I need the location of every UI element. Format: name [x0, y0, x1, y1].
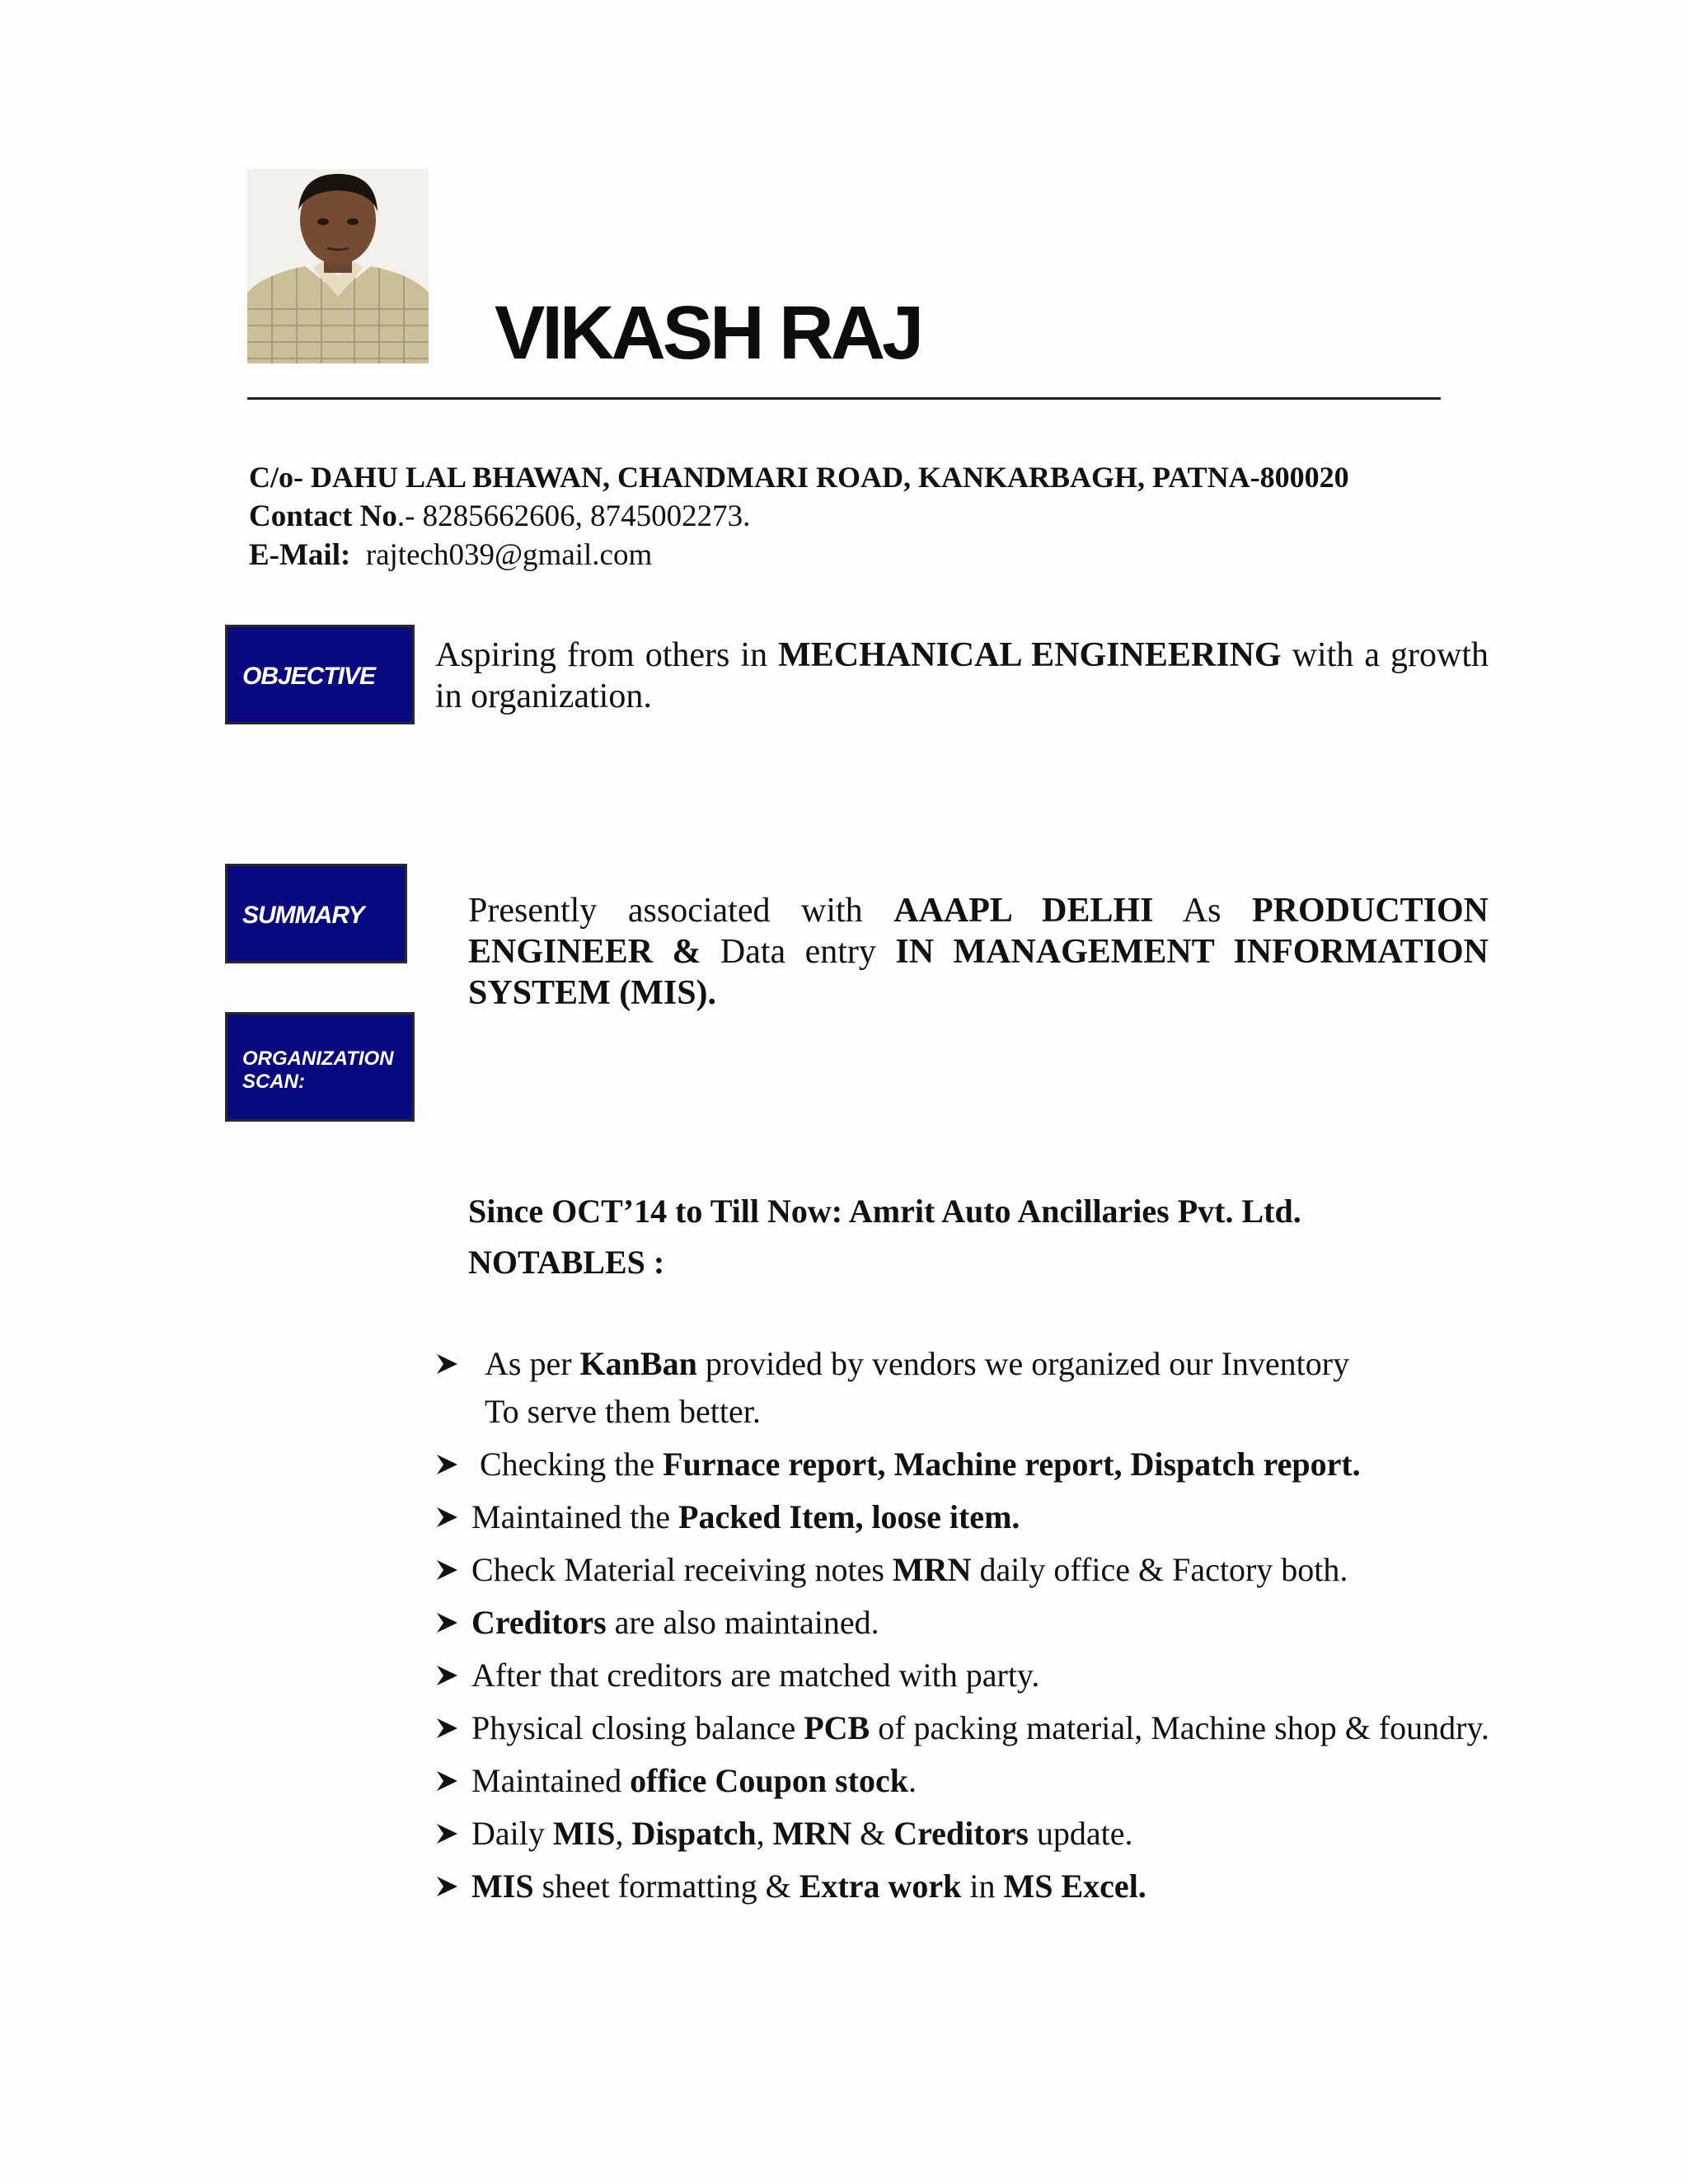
employment-period: Since OCT’14 to Till Now: Amrit Auto Ancillaries Pvt. Ltd.: [468, 1193, 1301, 1230]
objective-heading: OBJECTIVE: [242, 663, 376, 690]
arrowhead-bullet-icon: [435, 1770, 458, 1792]
header-divider: [247, 397, 1441, 400]
bullet-text: Daily: [471, 1815, 553, 1852]
bullet-text: are also maintained.: [606, 1604, 879, 1641]
arrowhead-bullet-icon: [435, 1507, 458, 1528]
arrowhead-bullet-icon: [435, 1876, 458, 1897]
bullet-emphasis: MRN: [892, 1551, 972, 1588]
list-item: [435, 1343, 1490, 1432]
bullet-emphasis: MIS: [552, 1815, 616, 1852]
list-item: [435, 1549, 1490, 1591]
bullet-emphasis: KanBan: [579, 1345, 697, 1382]
arrowhead-bullet-icon: [435, 1559, 458, 1581]
bullet-text: &: [851, 1815, 894, 1852]
contact-number-line: [249, 497, 1349, 536]
objective-text-part: Aspiring from others in: [435, 636, 779, 674]
arrowhead-bullet-icon: [435, 1665, 458, 1686]
list-item: [435, 1497, 1490, 1538]
bullet-emphasis: MS Excel.: [1003, 1868, 1146, 1905]
summary-heading: SUMMARY: [242, 902, 364, 929]
list-item: [435, 1708, 1490, 1749]
email-line: [249, 536, 1349, 574]
organization-scan-heading: [242, 1047, 394, 1094]
list-item: [435, 1866, 1490, 1907]
list-item: [435, 1813, 1490, 1854]
bullet-text: After that creditors are matched with party.: [471, 1657, 1040, 1694]
objective-heading-box: [225, 625, 415, 724]
bullet-emphasis: Extra work: [799, 1868, 962, 1905]
summary-company: AAAPL DELHI: [893, 892, 1154, 930]
summary-role: PRODUCTION ENGINEER &: [468, 892, 1489, 971]
arrowhead-bullet-icon: [435, 1454, 458, 1475]
bullet-text: of packing material, Machine shop & foundry.: [870, 1709, 1489, 1746]
contact-block: [249, 458, 1349, 574]
summary-text: [468, 890, 1489, 1014]
summary-system: IN MANAGEMENT INFORMATION SYSTEM (MIS).: [468, 933, 1489, 1012]
summary-heading-box: [225, 864, 407, 963]
bullet-text: Maintained: [471, 1762, 631, 1799]
bullet-emphasis: Creditors: [893, 1815, 1029, 1852]
bullet-text: ,: [756, 1815, 773, 1852]
bullet-text: daily office & Factory both.: [971, 1551, 1348, 1588]
bullet-text: in: [961, 1868, 1004, 1905]
profile-photo: [247, 169, 429, 363]
bullet-emphasis: MIS: [471, 1868, 534, 1905]
bullet-text: Maintained the: [471, 1498, 679, 1535]
contact-number-label: Contact No: [249, 499, 397, 533]
list-item: [435, 1655, 1490, 1696]
bullet-emphasis: office Coupon stock: [630, 1762, 908, 1799]
bullet-emphasis: MRN: [772, 1815, 852, 1852]
profile-photo-image: [247, 169, 429, 363]
organization-scan-heading-box: [225, 1012, 415, 1122]
list-item: [435, 1444, 1490, 1485]
bullet-text: .: [907, 1762, 917, 1799]
objective-text: [435, 635, 1489, 717]
bullet-emphasis: Furnace report, Machine report, Dispatch report.: [663, 1446, 1361, 1483]
arrowhead-bullet-icon: [435, 1612, 458, 1633]
objective-field: MECHANICAL ENGINEERING: [778, 636, 1282, 674]
notables-list: [435, 1343, 1490, 1907]
candidate-name: VIKASH RAJ: [495, 291, 921, 375]
bullet-text: provided by vendors we organized our Inventory: [696, 1345, 1350, 1382]
bullet-text: To serve them better.: [485, 1393, 761, 1430]
arrowhead-bullet-icon: [435, 1823, 458, 1844]
contact-number-value: .- 8285662606, 8745002273.: [396, 499, 751, 533]
bullet-text: Check Material receiving notes: [471, 1551, 893, 1588]
bullet-text: As per: [485, 1345, 580, 1382]
arrowhead-bullet-icon: [435, 1353, 458, 1375]
summary-text-part: Presently associated with: [468, 892, 894, 930]
bullet-text: update.: [1028, 1815, 1133, 1852]
summary-text-part: As: [1153, 892, 1252, 930]
bullet-emphasis: PCB: [804, 1709, 870, 1746]
bullet-text: Checking the: [480, 1446, 663, 1483]
objective-text-part: with a growth in organization.: [435, 636, 1489, 715]
list-item: [435, 1760, 1490, 1802]
summary-text-part: Data entry: [701, 933, 896, 971]
email-value[interactable]: rajtech039@gmail.com: [365, 538, 653, 572]
bullet-emphasis: Dispatch: [631, 1815, 757, 1852]
email-label: E-Mail:: [249, 538, 351, 572]
bullet-emphasis: Creditors: [471, 1604, 607, 1641]
bullet-text: Physical closing balance: [471, 1709, 804, 1746]
address-line: C/o- DAHU LAL BHAWAN, CHANDMARI ROAD, KANKARBAGH, PATNA-800020: [249, 461, 1349, 494]
bullet-text: sheet formatting &: [533, 1868, 799, 1905]
list-item: [435, 1602, 1490, 1643]
arrowhead-bullet-icon: [435, 1718, 458, 1739]
notables-heading: NOTABLES :: [468, 1244, 665, 1281]
organization-heading-line1: ORGANIZATION: [242, 1047, 394, 1070]
organization-heading-line2: SCAN:: [242, 1071, 305, 1093]
bullet-text: ,: [615, 1815, 632, 1852]
bullet-emphasis: Packed Item, loose item.: [678, 1498, 1020, 1535]
